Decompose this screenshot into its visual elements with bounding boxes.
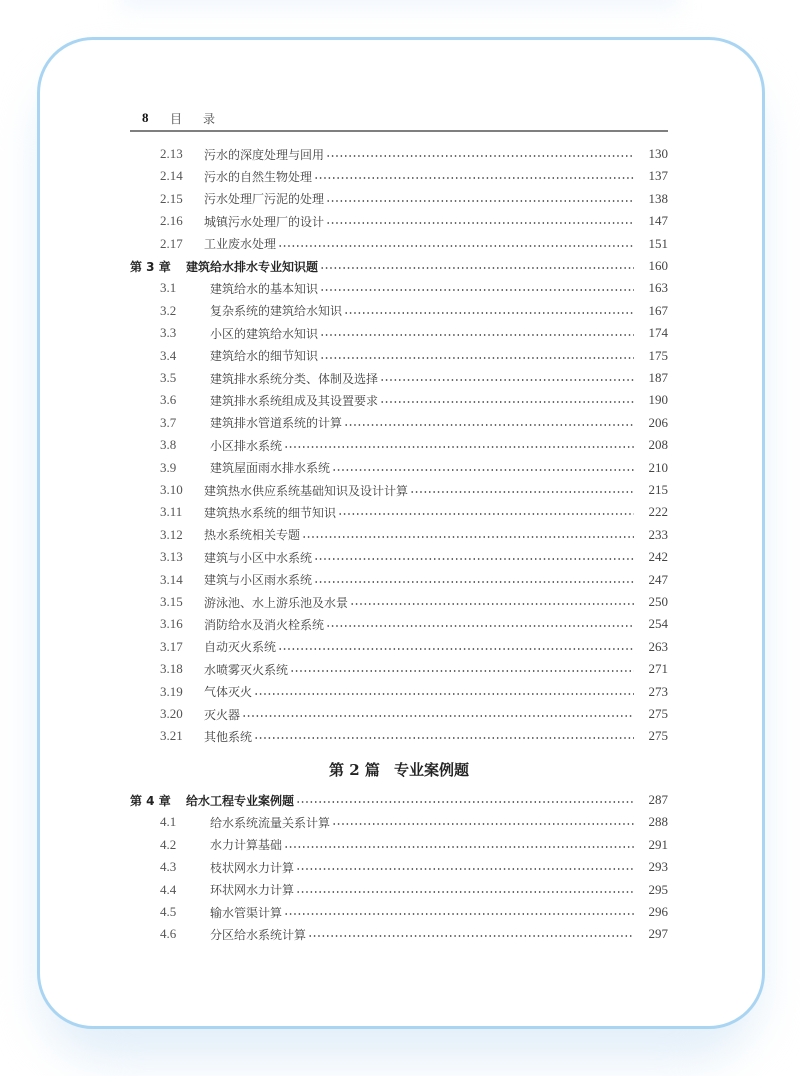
section-title: 污水的深度处理与回用	[204, 147, 325, 162]
section-number: 3.18	[160, 661, 183, 677]
page-ref: 160	[648, 258, 668, 273]
dot-leader	[350, 591, 634, 613]
dot-leader	[314, 165, 634, 187]
section-title: 建筑屋面雨水排水系统	[210, 461, 331, 476]
section-title: 复杂系统的建筑给水知识	[210, 304, 343, 319]
toc-chapter-3[interactable]	[130, 255, 668, 277]
section-number: 3.11	[160, 504, 183, 520]
header-rule	[130, 130, 668, 132]
section-number: 3.4	[160, 347, 177, 363]
toc-entry[interactable]	[130, 658, 668, 680]
page-ref: 263	[648, 638, 668, 654]
dot-leader	[308, 923, 634, 945]
toc-entry[interactable]	[130, 412, 668, 434]
page-ref: 175	[648, 347, 668, 363]
section-title: 小区排水系统	[210, 438, 283, 453]
section-title: 建筑排水管道系统的计算	[210, 416, 343, 431]
dot-leader	[332, 457, 634, 479]
dot-leader	[326, 188, 634, 210]
section-number: 3.6	[160, 392, 177, 408]
dot-leader	[314, 546, 634, 568]
page-ref: 288	[648, 814, 668, 830]
section-title: 游泳池、水上游乐池及水景	[204, 595, 349, 610]
page-ref: 208	[648, 437, 668, 453]
page-header	[130, 108, 668, 130]
page-ref: 130	[648, 146, 668, 161]
toc-entry[interactable]	[130, 322, 668, 344]
section-number: 4.6	[160, 926, 177, 942]
section-number: 3.7	[160, 414, 177, 430]
dot-leader	[380, 367, 634, 389]
dot-leader	[242, 703, 634, 725]
section-title: 输水管渠计算	[210, 905, 283, 920]
section-number: 3.17	[160, 638, 183, 654]
section-title: 工业废水处理	[204, 237, 277, 252]
dot-leader	[284, 834, 634, 856]
section-number: 3.3	[160, 325, 177, 341]
section-title: 建筑热水系统的细节知识	[204, 505, 337, 520]
section-number: 2.16	[160, 213, 183, 229]
page-ref: 271	[648, 661, 668, 677]
section-number: 3.9	[160, 459, 177, 475]
chapter-label: 第 4 章	[130, 793, 171, 808]
page-ref: 293	[648, 859, 668, 875]
header-title-char-1: 目	[170, 112, 183, 126]
page-ref: 295	[648, 881, 668, 897]
chapter-label: 第 3 章	[130, 259, 171, 274]
section-number: 2.14	[160, 168, 183, 184]
section-title: 水力计算基础	[210, 838, 283, 853]
section-title: 建筑排水系统组成及其设置要求	[210, 393, 379, 408]
toc-entry[interactable]	[130, 524, 668, 546]
part-title: 专业案例题	[393, 761, 469, 779]
toc-entry[interactable]	[130, 345, 668, 367]
section-number: 4.1	[160, 814, 177, 830]
dot-leader	[320, 255, 634, 277]
page-ref: 147	[648, 213, 668, 229]
chapter-title: 给水工程专业案例题	[186, 793, 295, 808]
section-title: 建筑与小区中水系统	[204, 550, 313, 565]
dot-leader	[296, 879, 634, 901]
page-ref: 163	[648, 280, 668, 296]
part-heading	[130, 759, 668, 780]
toc-entry[interactable]	[130, 725, 668, 747]
section-title: 自动灭火系统	[204, 640, 277, 655]
page-ref: 297	[648, 926, 668, 942]
toc-entry[interactable]	[130, 901, 668, 923]
page-ref: 273	[648, 683, 668, 699]
top-glow	[120, 0, 680, 10]
toc-entry[interactable]	[130, 569, 668, 591]
page-ref: 222	[648, 504, 668, 520]
toc-entry[interactable]	[130, 613, 668, 635]
toc-entry[interactable]	[130, 143, 668, 165]
toc-entry[interactable]	[130, 434, 668, 456]
toc-entry[interactable]	[130, 210, 668, 232]
toc-entry[interactable]	[130, 811, 668, 833]
section-number: 2.15	[160, 190, 183, 206]
section-number: 3.14	[160, 571, 183, 587]
section-title: 枝状网水力计算	[210, 860, 295, 875]
dot-leader	[278, 636, 634, 658]
dot-leader	[320, 322, 634, 344]
dot-leader	[284, 434, 634, 456]
toc-entry[interactable]	[130, 923, 668, 945]
dot-leader	[344, 300, 634, 322]
section-number: 3.10	[160, 482, 183, 497]
section-number: 2.13	[160, 146, 183, 161]
section-title: 消防给水及消火栓系统	[204, 617, 325, 632]
dot-leader	[296, 789, 634, 811]
toc-entry[interactable]	[130, 479, 668, 501]
page-ref: 174	[648, 325, 668, 341]
toc-entry[interactable]	[130, 879, 668, 901]
toc-entry[interactable]	[130, 300, 668, 322]
toc-entry[interactable]	[130, 188, 668, 210]
section-title: 分区给水系统计算	[210, 927, 307, 942]
section-title: 热水系统相关专题	[204, 528, 301, 543]
page-ref: 254	[648, 616, 668, 632]
section-number: 3.16	[160, 616, 183, 632]
section-number: 3.2	[160, 302, 177, 318]
section-title: 污水处理厂污泥的处理	[204, 192, 325, 207]
dot-leader	[284, 901, 634, 923]
toc-entry[interactable]	[130, 636, 668, 658]
dot-leader	[290, 658, 634, 680]
section-number: 4.2	[160, 836, 177, 852]
dot-leader	[380, 389, 634, 411]
section-number: 3.1	[160, 280, 177, 296]
section-title: 灭火器	[204, 707, 241, 722]
section-number: 3.21	[160, 728, 183, 744]
section-number: 4.3	[160, 859, 177, 875]
toc-entry[interactable]	[130, 681, 668, 703]
section-title: 水喷雾灭火系统	[204, 662, 289, 677]
toc-entry[interactable]	[130, 367, 668, 389]
section-title: 建筑热水供应系统基础知识及设计计算	[204, 483, 409, 498]
dot-leader	[326, 143, 634, 165]
section-number: 3.20	[160, 706, 183, 721]
dot-leader	[254, 681, 634, 703]
page-ref: 287	[648, 792, 668, 807]
dot-leader	[320, 277, 634, 299]
section-title: 气体灭火	[204, 685, 253, 700]
page-ref: 291	[648, 836, 668, 852]
section-title: 污水的自然生物处理	[204, 169, 313, 184]
section-title: 建筑与小区雨水系统	[204, 573, 313, 588]
toc-entry[interactable]	[130, 165, 668, 187]
section-number: 3.15	[160, 594, 183, 609]
page-ref: 296	[648, 904, 668, 919]
toc-entry[interactable]	[130, 591, 668, 613]
section-title: 建筑给水的细节知识	[210, 349, 319, 364]
page-ref: 137	[648, 168, 668, 184]
dot-leader	[314, 569, 634, 591]
page-ref: 210	[648, 459, 668, 475]
chapter-title: 建筑给水排水专业知识题	[186, 259, 319, 274]
dot-leader	[278, 233, 634, 255]
header-title-char-2: 录	[203, 112, 216, 126]
dot-leader	[320, 345, 634, 367]
toc-entry[interactable]	[130, 501, 668, 523]
dot-leader	[254, 725, 634, 747]
dot-leader	[344, 412, 634, 434]
page-ref: 187	[648, 370, 668, 385]
page-ref: 247	[648, 571, 668, 587]
page-ref: 215	[648, 482, 668, 497]
section-number: 3.8	[160, 437, 177, 453]
section-number: 3.13	[160, 549, 183, 565]
page-ref: 250	[648, 594, 668, 609]
page-number: 8	[142, 110, 149, 125]
page-ref: 190	[648, 392, 668, 408]
page-ref: 275	[648, 728, 668, 744]
section-title: 建筑排水系统分类、体制及选择	[210, 371, 379, 386]
section-number: 3.5	[160, 370, 177, 385]
part-label: 第 2 篇	[329, 761, 380, 779]
toc-entry[interactable]	[130, 233, 668, 255]
dot-leader	[296, 856, 634, 878]
section-title: 环状网水力计算	[210, 883, 295, 898]
section-title: 建筑给水的基本知识	[210, 281, 319, 296]
section-number: 4.5	[160, 904, 177, 919]
toc-entry[interactable]	[130, 457, 668, 479]
toc-entry[interactable]	[130, 546, 668, 568]
dot-leader	[338, 501, 634, 523]
dot-leader	[302, 524, 634, 546]
section-number: 3.19	[160, 683, 183, 699]
page-ref: 233	[648, 526, 668, 542]
page-ref: 242	[648, 549, 668, 565]
toc-entry[interactable]	[130, 277, 668, 299]
section-title: 小区的建筑给水知识	[210, 326, 319, 341]
toc-entry[interactable]	[130, 834, 668, 856]
page-ref: 275	[648, 706, 668, 721]
section-title: 其他系统	[204, 729, 253, 744]
dot-leader	[410, 479, 634, 501]
dot-leader	[332, 811, 634, 833]
section-number: 2.17	[160, 235, 183, 251]
dot-leader	[326, 210, 634, 232]
page-ref: 167	[648, 302, 668, 318]
toc-entry[interactable]	[130, 856, 668, 878]
toc-chapter-4[interactable]	[130, 789, 668, 811]
dot-leader	[326, 613, 634, 635]
page-ref: 151	[648, 235, 668, 251]
section-title: 给水系统流量关系计算	[210, 815, 331, 830]
toc-entry[interactable]	[130, 703, 668, 725]
section-number: 4.4	[160, 881, 177, 897]
page-ref: 206	[648, 414, 668, 430]
section-title: 城镇污水处理厂的设计	[204, 214, 325, 229]
section-number: 3.12	[160, 526, 183, 542]
page-ref: 138	[648, 190, 668, 206]
toc-entry[interactable]	[130, 389, 668, 411]
